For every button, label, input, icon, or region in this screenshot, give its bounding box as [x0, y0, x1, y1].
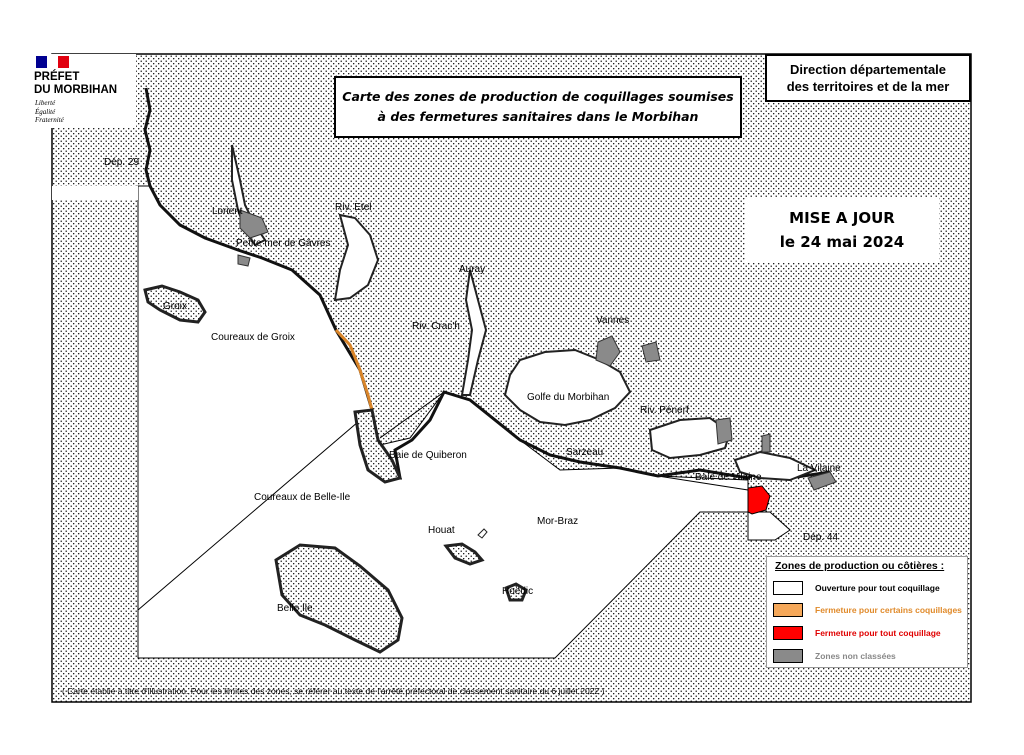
ddtm-box: Direction départementale des territoires et de la mer [765, 54, 971, 102]
label-baie-quiberon: Baie de Quiberon [389, 450, 467, 461]
update-box: MISE A JOUR le 24 mai 2024 [745, 198, 939, 262]
prefecture-logo [34, 54, 136, 128]
legend-swatch [773, 581, 803, 595]
label-baie-vilaine: Baie de Vilaine [695, 472, 762, 483]
legend-item-partial-closure [773, 603, 962, 617]
label-coureaux-belle-ile: Coureaux de Belle-Ile [254, 492, 351, 503]
marianne-flag-icon [36, 56, 69, 68]
legend-swatch [773, 649, 803, 663]
label-la-vilaine: La Vilaine [797, 463, 841, 474]
legend-item-open [773, 581, 940, 595]
unclassified-vilaine-north [762, 434, 770, 452]
legend-label: Zones non classées [815, 651, 896, 661]
label-golfe: Golfe du Morbihan [527, 392, 610, 403]
label-vannes: Vannes [596, 315, 630, 326]
legend-swatch [773, 603, 803, 617]
legend-label: Fermeture pour certains coquillages [815, 605, 962, 615]
label-petite-mer: Petite mer de Gâvres [236, 238, 331, 249]
label-hoedic: Hoëdic [502, 586, 534, 597]
label-houat: Houat [428, 525, 455, 536]
label-coureaux-groix: Coureaux de Groix [211, 332, 295, 343]
label-mor-braz: Mor-Braz [537, 516, 579, 527]
legend-title: Zones de production ou côtières : [775, 560, 945, 572]
label-riv-crach: Riv. Crac'h [412, 321, 460, 332]
unclassified-penerf [716, 418, 732, 444]
legend-swatch [773, 626, 803, 640]
label-dep44: Dép. 44 [803, 532, 839, 543]
label-groix: Groix [163, 301, 187, 312]
legend-label: Fermeture pour tout coquillage [815, 628, 941, 638]
map-title: Carte des zones de production de coquillages soumises à des fermetures sanitaires dans le Morbihan [334, 76, 742, 138]
republic-motto: Liberté Égalité Fraternité [35, 99, 64, 124]
label-riv-penerf: Riv. Pénerf [640, 405, 689, 416]
prefecture-name: PRÉFET DU MORBIHAN [34, 71, 118, 96]
label-belle-ile: Belle Ile [277, 603, 313, 614]
legend-item-unclassified [773, 649, 896, 663]
legend-label: Ouverture pour tout coquillage [815, 583, 940, 593]
label-dep29: Dép. 29 [104, 157, 140, 168]
label-riv-etel: Riv. Etel [335, 202, 372, 213]
legend-item-total-closure [773, 626, 941, 640]
legend [766, 556, 968, 668]
label-sarzeau: Sarzeau [566, 447, 604, 458]
footnote: ( Carte établie à titre d'illustration. Pour les limites des zones, se référer au texte de l'arrêté préfectoral de classement sanitaire du 6 juillet 2022 ) [62, 686, 605, 696]
label-lorient: Lorient [212, 206, 243, 217]
label-auray: Auray [459, 264, 486, 275]
sea-zone-dep29 [52, 186, 150, 200]
